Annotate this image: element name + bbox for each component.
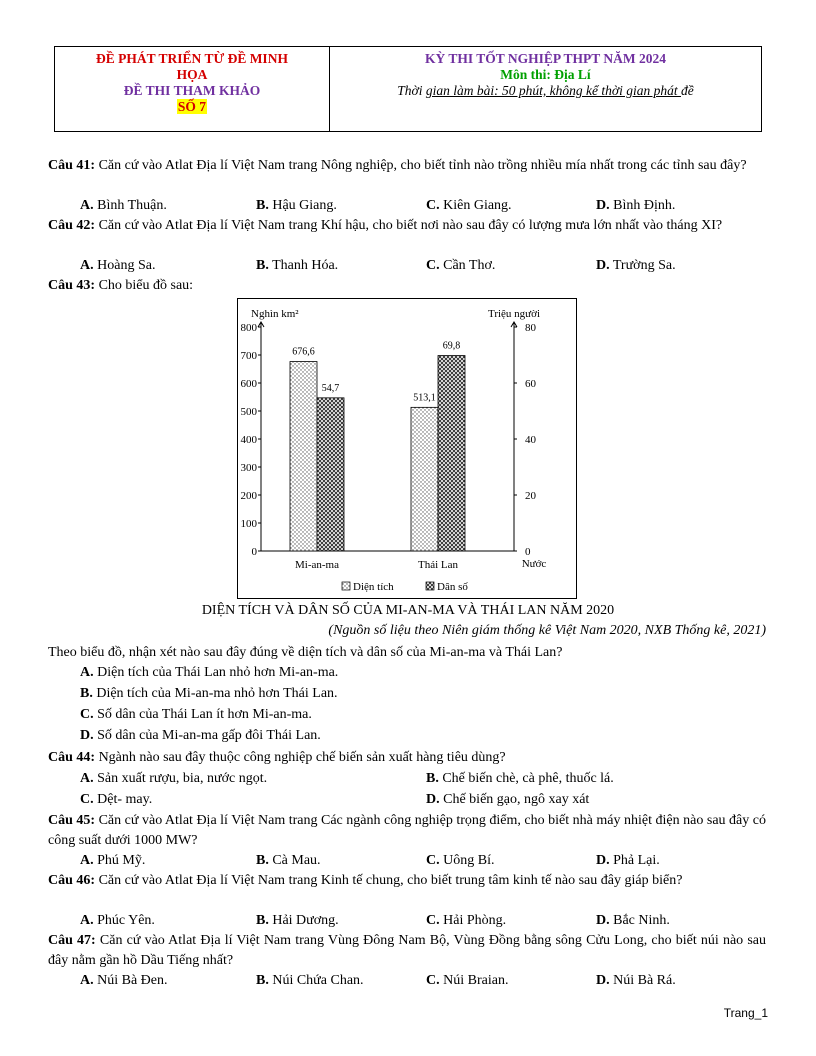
question-number: Câu 44:	[48, 750, 96, 765]
chart-frame	[237, 298, 577, 599]
question-44	[48, 748, 506, 768]
option-b[interactable]: B. Chế biến chè, cà phê, thuốc lá.	[426, 771, 614, 786]
header-left-line3: ĐỀ THI THAM KHẢO	[123, 83, 261, 98]
y-tick-label-right: 60	[525, 378, 536, 390]
question-number: Câu 47:	[48, 933, 96, 948]
question-text: Căn cứ vào Atlat Địa lí Việt Nam trang Kinh tế chung, cho biết trung tâm kinh tế nào sau đây giáp biển?	[95, 873, 683, 888]
y-tick-label-right: 0	[525, 546, 531, 558]
q43-question: Theo biểu đồ, nhận xét nào sau đây đúng về diện tích và dân số của Mi-an-ma và Thái Lan?	[48, 645, 563, 660]
question-41	[48, 156, 766, 176]
header-left-line1: ĐỀ PHÁT TRIỂN TỪ ĐỀ MINH	[96, 51, 288, 66]
option-a[interactable]: A. Bình Thuận.	[80, 198, 167, 213]
question-text: Cho biểu đồ sau:	[95, 278, 194, 293]
y-tick-label-left: 700	[240, 350, 257, 362]
option-d[interactable]: D. Phả Lại.	[596, 853, 660, 868]
y-tick-label-right: 20	[525, 490, 536, 502]
legend-swatch	[342, 582, 350, 590]
legend-label: Diện tích	[353, 581, 394, 593]
question-number: Câu 45:	[48, 813, 96, 828]
option-c[interactable]: C. Núi Braian.	[426, 973, 509, 988]
question-text: Căn cứ vào Atlat Địa lí Việt Nam trang Khí hậu, cho biết nơi nào sau đây có lượng mưa lớn nhất vào tháng XI?	[95, 218, 723, 233]
option-b[interactable]: B. Núi Chứa Chan.	[256, 973, 364, 988]
chart-title: DIỆN TÍCH VÀ DÂN SỐ CỦA MI-AN-MA VÀ THÁI LAN NĂM 2020	[201, 603, 615, 618]
exam-header	[54, 46, 762, 132]
y-tick-label-left: 200	[240, 490, 257, 502]
y-tick-label-left: 600	[240, 378, 257, 390]
question-45	[48, 811, 766, 851]
option-c[interactable]: C. Số dân của Thái Lan ít hơn Mi-an-ma.	[80, 707, 312, 722]
x-axis-label: Nước	[521, 558, 547, 570]
option-b[interactable]: B. Hải Dương.	[256, 913, 339, 928]
option-b[interactable]: B. Thanh Hóa.	[256, 258, 339, 273]
data-label: 69,8	[442, 340, 461, 352]
option-c[interactable]: C. Hải Phòng.	[426, 913, 507, 928]
y-tick-label-right: 40	[525, 434, 536, 446]
option-a[interactable]: A. Núi Bà Đen.	[80, 973, 168, 988]
x-tick-label: Mi-an-ma	[295, 559, 339, 571]
y-tick-label-left: 300	[240, 462, 257, 474]
exam-title: KỲ THI TỐT NGHIỆP THPT NĂM 2024	[424, 51, 667, 66]
bar	[317, 398, 344, 551]
question-42	[48, 216, 766, 236]
y-axis-left-label: Nghìn km²	[251, 308, 299, 320]
option-c[interactable]: C. Uông Bí.	[426, 853, 495, 868]
y-tick-label-left: 500	[240, 406, 257, 418]
option-a[interactable]: A. Sản xuất rượu, bia, nước ngọt.	[80, 771, 268, 786]
data-label: 513,1	[413, 392, 436, 404]
question-46	[48, 871, 766, 891]
y-tick-label-left: 0	[251, 546, 257, 558]
option-a[interactable]: A. Diện tích của Thái Lan nhỏ hơn Mi-an-ma.	[80, 665, 339, 680]
header-left-line2: HỌA	[176, 67, 208, 82]
question-number: Câu 42:	[48, 218, 96, 233]
y-tick-label-left: 100	[240, 518, 257, 530]
data-label: 676,6	[292, 346, 315, 358]
chart-source: (Nguồn số liệu theo Niên giám thống kê Việt Nam 2020, NXB Thống kê, 2021)	[328, 623, 766, 638]
option-c[interactable]: C. Dệt- may.	[80, 792, 153, 807]
y-tick-label-left: 800	[240, 322, 257, 334]
option-d[interactable]: D. Chế biến gạo, ngô xay xát	[426, 792, 590, 807]
option-d[interactable]: D. Bắc Ninh.	[596, 913, 670, 928]
option-c[interactable]: C. Cần Thơ.	[426, 258, 496, 273]
option-b[interactable]: B. Cà Mau.	[256, 853, 321, 868]
y-axis-right-label: Triệu người	[488, 308, 541, 320]
question-43	[48, 276, 193, 296]
header-left-cell	[55, 47, 330, 131]
exam-duration: Thời gian làm bài: 50 phút, không kể thời gian phát đề	[397, 83, 694, 98]
bar-chart	[238, 299, 576, 598]
option-b[interactable]: B. Hậu Giang.	[256, 198, 337, 213]
option-a[interactable]: A. Phúc Yên.	[80, 913, 155, 928]
header-left-line4: SỐ 7	[177, 99, 207, 114]
question-47	[48, 931, 766, 971]
option-c[interactable]: C. Kiên Giang.	[426, 198, 512, 213]
question-text: Ngành nào sau đây thuộc công nghiệp chế biến sản xuất hàng tiêu dùng?	[95, 750, 506, 765]
question-text: Căn cứ vào Atlat Địa lí Việt Nam trang Nông nghiệp, cho biết tỉnh nào trồng nhiều mía nhất trong các tỉnh sau đây?	[95, 158, 747, 173]
option-b[interactable]: B. Diện tích của Mi-an-ma nhỏ hơn Thái Lan.	[80, 686, 338, 701]
legend-swatch	[426, 582, 434, 590]
header-right-cell	[330, 47, 761, 131]
option-d[interactable]: D. Trường Sa.	[596, 258, 676, 273]
legend-label: Dân số	[437, 581, 468, 593]
option-a[interactable]: A. Phú Mỹ.	[80, 853, 146, 868]
option-a[interactable]: A. Hoàng Sa.	[80, 258, 156, 273]
y-tick-label-right: 80	[525, 322, 536, 334]
exam-subject: Môn thi: Địa Lí	[500, 67, 591, 82]
data-label: 54,7	[321, 382, 340, 394]
page-number: Trang_1	[723, 1006, 768, 1020]
y-tick-label-left: 400	[240, 434, 257, 446]
question-number: Câu 46:	[48, 873, 96, 888]
option-d[interactable]: D. Số dân của Mi-an-ma gấp đôi Thái Lan.	[80, 728, 321, 743]
bar	[438, 356, 465, 551]
option-d[interactable]: D. Núi Bà Rá.	[596, 973, 676, 988]
question-text: Căn cứ vào Atlat Địa lí Việt Nam trang Các ngành công nghiệp trọng điểm, cho biết nhà máy nhiệt điện nào sau đây có công suất dưới 1000 MW?	[48, 813, 766, 848]
bar	[411, 407, 438, 551]
x-tick-label: Thái Lan	[417, 559, 459, 571]
question-text: Căn cứ vào Atlat Địa lí Việt Nam trang Vùng Đông Nam Bộ, Vùng Đồng bằng sông Cửu Long, cho biết núi nào sau đây nằm gần hồ Dầu Tiếng nhất?	[48, 933, 767, 968]
question-number: Câu 43:	[48, 278, 96, 293]
option-d[interactable]: D. Bình Định.	[596, 198, 676, 213]
bar	[290, 362, 317, 551]
question-number: Câu 41:	[48, 158, 96, 173]
